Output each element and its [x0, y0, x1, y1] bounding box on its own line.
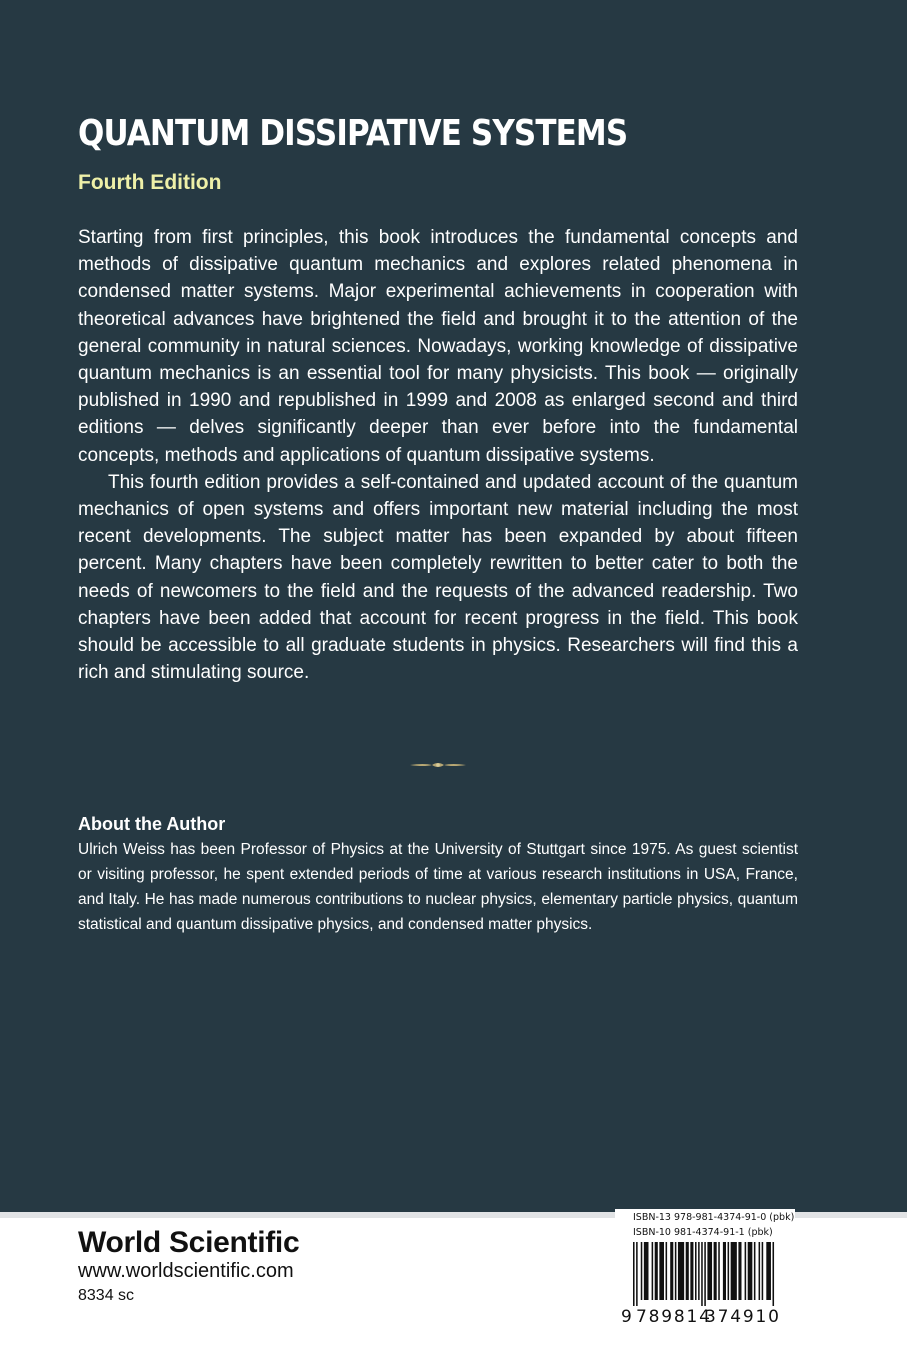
book-description	[78, 224, 798, 686]
ornament-divider-icon	[410, 760, 466, 770]
publisher-name: World Scientific	[78, 1226, 300, 1259]
barcode-icon	[621, 1242, 781, 1306]
description-paragraph: This fourth edition provides a self-contained and updated account of the quantum mechanics of open systems and offers important new material including the most recent developments. The subject matter has been expanded by about fifteen percent. Many chapters have been completely rewritten to better cater to both the needs of newcomers to the field and the requests of the advanced readership. Two chapters have been added that account for recent progress in the field. This book should be accessible to all graduate students in physics. Researchers will find this a rich and stimulating source.	[78, 471, 798, 684]
isbn-13: ISBN-13 978-981-4374-91-0 (pbk)	[633, 1212, 795, 1223]
barcode-left-digits: 789814	[636, 1307, 712, 1327]
about-author-heading: About the Author	[78, 814, 226, 834]
book-title: QUANTUM DISSIPATIVE SYSTEMS	[78, 113, 628, 154]
book-edition: Fourth Edition	[78, 171, 222, 194]
barcode-lead-digit: 9	[621, 1307, 632, 1327]
description-paragraph: Starting from first principles, this book introduces the fundamental concepts and methods of dissipative quantum mechanics and explores related phenomena in condensed matter systems. Major experimental achievements in cooperation with theoretical advances have brightened the field and brought it to the attention of the general community in natural sciences. Nowadays, working knowledge of dissipative quantum mechanics is an essential tool for many physicists. This book — originally published in 1990 and republished in 1999 and 2008 as enlarged second and third editions — delves significantly deeper than ever before into the fundamental concepts, methods and applications of quantum dissipative systems.	[78, 227, 798, 466]
barcode-right-digits: 374910	[705, 1307, 781, 1327]
product-code: 8334 sc	[78, 1287, 135, 1304]
isbn-10: ISBN-10 981-4374-91-1 (pbk)	[633, 1227, 773, 1238]
publisher-website[interactable]: www.worldscientific.com	[78, 1260, 294, 1282]
author-bio: Ulrich Weiss has been Professor of Physics at the University of Stuttgart since 1975. As guest scientist or visiting professor, he spent extended periods of time at various research institutions in USA, France, and Italy. He has made numerous contributions to nuclear physics, elementary particle physics, quantum statistical and quantum dissipative physics, and condensed matter physics.	[78, 841, 798, 933]
